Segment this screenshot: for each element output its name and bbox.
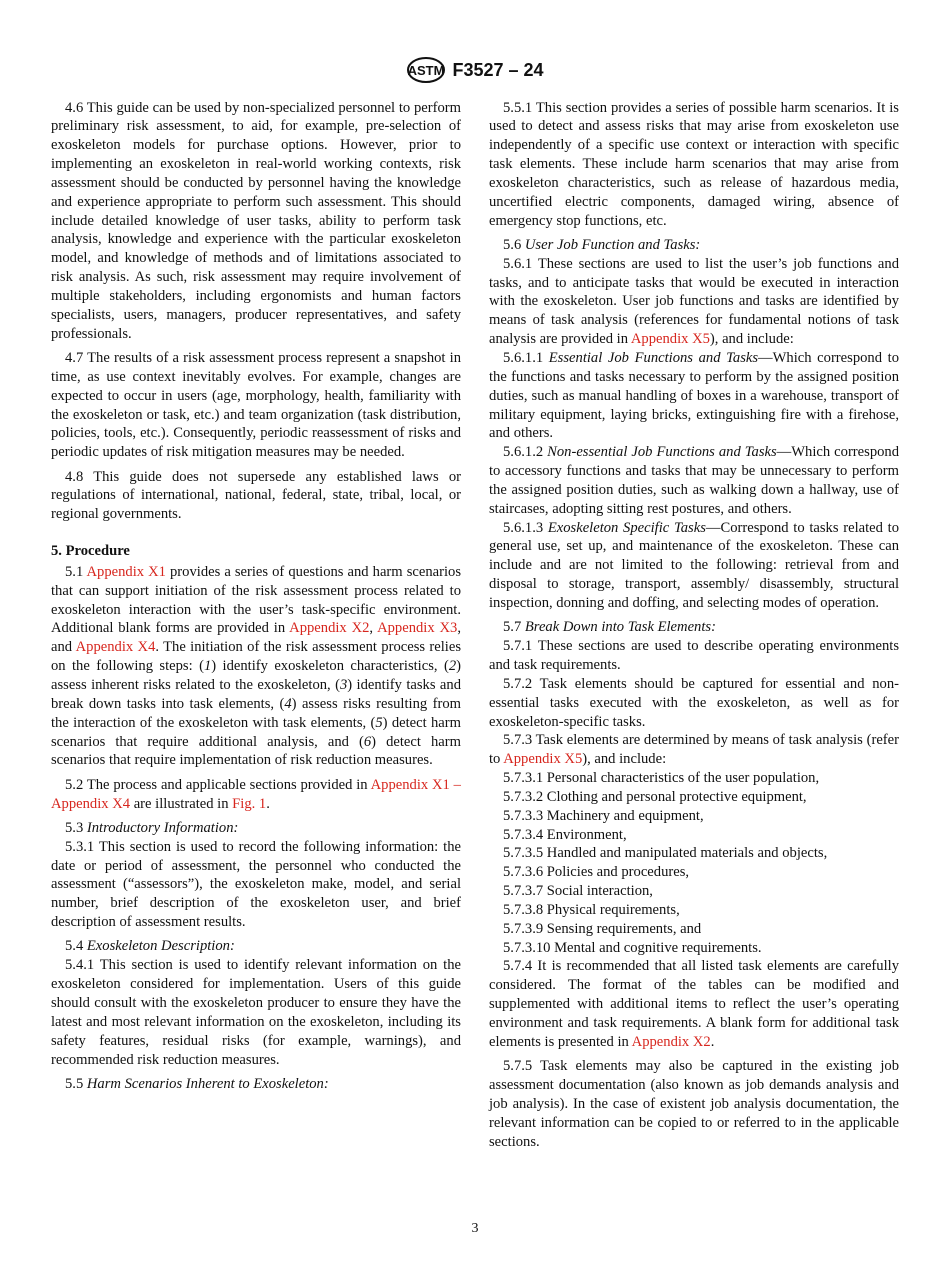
text-run: 5.7.3.7 Social interaction, <box>503 883 653 900</box>
text-run: 5.6.1.2 <box>503 444 548 461</box>
page-number: 3 <box>471 1221 479 1236</box>
italic-text: Introductory Information: <box>86 819 239 836</box>
right-column <box>489 93 899 1151</box>
paragraph <box>51 776 461 814</box>
text-run: 5.6.1.1 <box>503 349 549 366</box>
paragraph <box>489 731 899 769</box>
italic-text: Non-essential Job Functions and Tasks <box>547 444 777 461</box>
paragraph <box>489 443 899 518</box>
text-run: ), and include: <box>709 331 794 348</box>
text-run: 5.1 <box>65 563 87 580</box>
paragraph <box>489 807 899 826</box>
paragraph <box>489 901 899 920</box>
paragraph <box>51 99 461 344</box>
text-run: 5.5 <box>65 1075 87 1092</box>
text-run: 5.7.2 Task elements should be captured for essential and non-essential tasks executed with the exoskeleton, as well as for exoskeleton-specific tasks. <box>489 675 899 730</box>
paragraph <box>51 1075 461 1094</box>
italic-text: Essential Job Functions and Tasks <box>548 349 759 366</box>
text-run: ) assess risks resulting from the interaction of the exoskeleton with task elements, ( <box>51 695 461 731</box>
text-run: , <box>369 620 378 637</box>
italic-text: 6 <box>363 733 372 750</box>
paragraph <box>489 826 899 845</box>
paragraph <box>51 819 461 838</box>
text-run: ) identify exoskeleton characteristics, ( <box>211 658 449 675</box>
text-run: 5.7.3.2 Clothing and personal protective equipment, <box>503 788 807 805</box>
text-run: ), and include: <box>582 751 667 768</box>
text-run: 5.3.1 This section is used to record the following information: the date or period of assessment, the personnel who conducted the assessment (“assessors”), the exoskeleton make, model, and serial number, brief description of the exoskeleton user, and brief description of assessment results. <box>51 838 461 931</box>
italic-text: Harm Scenarios Inherent to Exoskeleton: <box>86 1075 329 1092</box>
text-run: 5.7.3 Task elements are determined by means of task analysis (refer to <box>489 732 899 768</box>
text-run: ) detect harm scenarios that require implementation of risk reduction measures. <box>51 733 461 769</box>
text-run: —Which correspond to the functions and tasks necessary to perform by the assigned position duties, such as manual handling of boxes in a warehouse, transport of military equipment, laying bricks, extinguishing fire with a firehose, and others. <box>489 349 899 442</box>
paragraph <box>489 255 899 349</box>
text-run: 5.3 <box>65 819 87 836</box>
paragraph <box>489 769 899 788</box>
text-run: 5. Procedure <box>51 543 130 560</box>
paragraph <box>489 236 899 255</box>
paragraph <box>51 563 461 770</box>
text-run: provides a series of questions and harm scenarios that can support initiation of the risk assessment process related to exoskeleton interaction with the user’s task-specific environment. Additional blank forms are provided in <box>51 563 461 637</box>
document-designation: F3527 – 24 <box>452 59 544 80</box>
section-heading <box>51 542 461 561</box>
italic-text: 2 <box>448 658 457 675</box>
text-run: 4.7 The results of a risk assessment process represent a snapshot in time, as use context inevitably evolves. For example, changes are expected to occur in users (age, morphology, health, familiarity with the exoskeleton or task, etc.) and team organization (task distribution, policies, tools, etc.). Consequently, periodic reassessment of risks and periodic updates of risk mitigation measures may be needed. <box>51 349 461 461</box>
text-run: 5.7.3.5 Handled and manipulated materials and objects, <box>503 845 828 862</box>
cross-reference-link[interactable]: Appendix X1 <box>86 563 166 580</box>
text-run: 5.4.1 This section is used to identify relevant information on the exoskeleton considered for implementation. Users of this guide should consult with the exoskeleton producer to ensure they have the latest and most relevant information on the exoskeleton, including its safety features, residual risks (for example, warnings), and recommended risk reduction measures. <box>51 957 461 1068</box>
paragraph <box>51 349 461 462</box>
paragraph <box>489 675 899 732</box>
paragraph <box>489 637 899 675</box>
paragraph <box>51 838 461 932</box>
text-run: 5.7.4 It is recommended that all listed task elements are carefully considered. The format of the tables can be modified and supplemented with additional items to reflect the user’s operating environment and task requirements. A blank form for additional task elements is presented in <box>489 958 899 1050</box>
text-run: 5.5.1 This section provides a series of possible harm scenarios. It is used to detect and assess risks that may arise from exoskeleton use independently of a specific use context or interaction with specific task elements. These include harm scenarios that may arise from exoskeleton characteristics, such as release of hazardous media, uncertified electric components, damaged wiring, absence of emergency stop functions, etc. <box>489 99 899 229</box>
text-run: ) identify tasks and break down tasks into task elements, ( <box>51 676 462 712</box>
text-run: 5.6.1 These sections are used to list the user’s job functions and tasks, and to anticipate tasks that would be executed in interaction with the exoskeleton. User job functions and tasks are identified by means of task analysis (references for fundamental notions of task analysis are provided in <box>489 255 899 348</box>
paragraph <box>489 618 899 637</box>
cross-reference-link[interactable]: Appendix X5 <box>630 331 710 348</box>
text-run: . The initiation of the risk assessment process relies on the following steps: ( <box>51 639 462 675</box>
paragraph <box>51 956 461 1069</box>
paragraph <box>489 844 899 863</box>
cross-reference-link[interactable]: Appendix X2 <box>289 620 370 637</box>
italic-text: Exoskeleton Specific Tasks <box>547 519 706 536</box>
cross-reference-link[interactable]: Appendix X5 <box>503 751 583 768</box>
text-run: 5.7.1 These sections are used to describe operating environments and task requirements. <box>489 638 899 673</box>
paragraph <box>489 788 899 807</box>
svg-text:ASTM: ASTM <box>408 63 445 78</box>
cross-reference-link[interactable]: Fig. 1 <box>232 795 267 812</box>
italic-text: Break Down into Task Elements: <box>524 619 716 636</box>
paragraph <box>489 1057 899 1151</box>
cross-reference-link[interactable]: Appendix X1 – Appendix X4 <box>51 776 461 812</box>
text-run: 5.7.3.9 Sensing requirements, and <box>503 920 702 937</box>
paragraph <box>489 863 899 882</box>
text-run: 5.7.3.4 Environment, <box>503 826 627 843</box>
text-run: 5.6.1.3 <box>503 519 548 536</box>
text-run: are illustrated in <box>130 795 233 812</box>
paragraph <box>51 468 461 525</box>
italic-text: 5 <box>375 714 383 731</box>
text-run: ) assess inherent risks related to the exoskeleton, ( <box>51 658 461 693</box>
italic-text: 3 <box>339 676 348 693</box>
italic-text: User Job Function and Tasks: <box>524 236 701 253</box>
italic-text: Exoskeleton Description: <box>86 938 235 955</box>
text-run: . <box>710 1033 715 1050</box>
cross-reference-link[interactable]: Appendix X3 <box>377 620 458 637</box>
text-run: 5.7 <box>503 619 525 636</box>
cross-reference-link[interactable]: Appendix X2 <box>631 1033 711 1050</box>
text-run: . <box>266 795 270 812</box>
paragraph <box>51 937 461 956</box>
paragraph <box>489 349 899 443</box>
paragraph <box>489 957 899 1051</box>
paragraph <box>489 920 899 939</box>
text-run: ) detect harm scenarios that require additional analysis, and ( <box>51 714 461 750</box>
text-run: 5.2 The process and applicable sections provided in <box>65 776 371 793</box>
text-run: 5.7.3.8 Physical requirements, <box>503 901 680 918</box>
italic-text: 4 <box>284 695 292 712</box>
text-run: 5.4 <box>65 938 87 955</box>
text-run: 5.7.3.6 Policies and procedures, <box>503 864 690 881</box>
text-run: 5.7.3.1 Personal characteristics of the user population, <box>503 770 820 787</box>
paragraph <box>489 99 899 231</box>
text-run: —Correspond to tasks related to general use, set up, and maintenance of the exoskeleton. These can include and are not limited to the following: retrieval from and disposal to storage, transport, assembly/ disassembly, structural inspection, donning and doffing, and selecting modes of operation. <box>489 519 899 611</box>
paragraph <box>489 939 899 958</box>
left-column <box>51 93 461 1094</box>
text-run: 5.7.5 Task elements may also be captured in the existing job assessment documentation (also known as job demands analysis and job analysis). In the case of existent job analysis documentation, the relevant information can be copied to or referred to in the applicable sections. <box>489 1058 899 1150</box>
italic-text: 1 <box>203 658 212 675</box>
page-header <box>0 56 950 84</box>
text-run: —Which correspond to accessory functions and tasks that may be unnecessary to perform the assigned position duties, such as walking down a hallway, use of staircases, adopting sitting rest postures, and others. <box>489 444 900 517</box>
text-run: , and <box>51 620 461 656</box>
astm-logo-icon <box>406 56 446 84</box>
paragraph <box>489 882 899 901</box>
cross-reference-link[interactable]: Appendix X4 <box>75 639 156 656</box>
text-run: 5.6 <box>503 236 525 253</box>
text-run: 4.6 This guide can be used by non-specialized personnel to perform preliminary risk assessment, to aid, for example, pre-selection of exoskeleton models for purchase options. However, prior to implementing an exoskeleton in real-world working contexts, risk assessment should be conducted by personnel having the knowledge and experience appropriate to perform such assessment. This should include detailed knowledge of user tasks, ability to perform task analysis, knowledge and experience with the particular exoskeleton model, and knowledge of methods and of limitations associated to risk analysis. As such, risk assessment may require involvement of multiple stakeholders, including ergonomists and human factors specialists, users, managers, producer representatives, and safety professionals. <box>51 99 461 342</box>
text-run: 5.7.3.3 Machinery and equipment, <box>503 807 704 824</box>
paragraph <box>489 519 899 613</box>
text-run: 5.7.3.10 Mental and cognitive requirements. <box>503 939 762 956</box>
text-run: 4.8 This guide does not supersede any established laws or regulations of international, national, federal, state, tribal, local, or regional governments. <box>51 468 461 523</box>
